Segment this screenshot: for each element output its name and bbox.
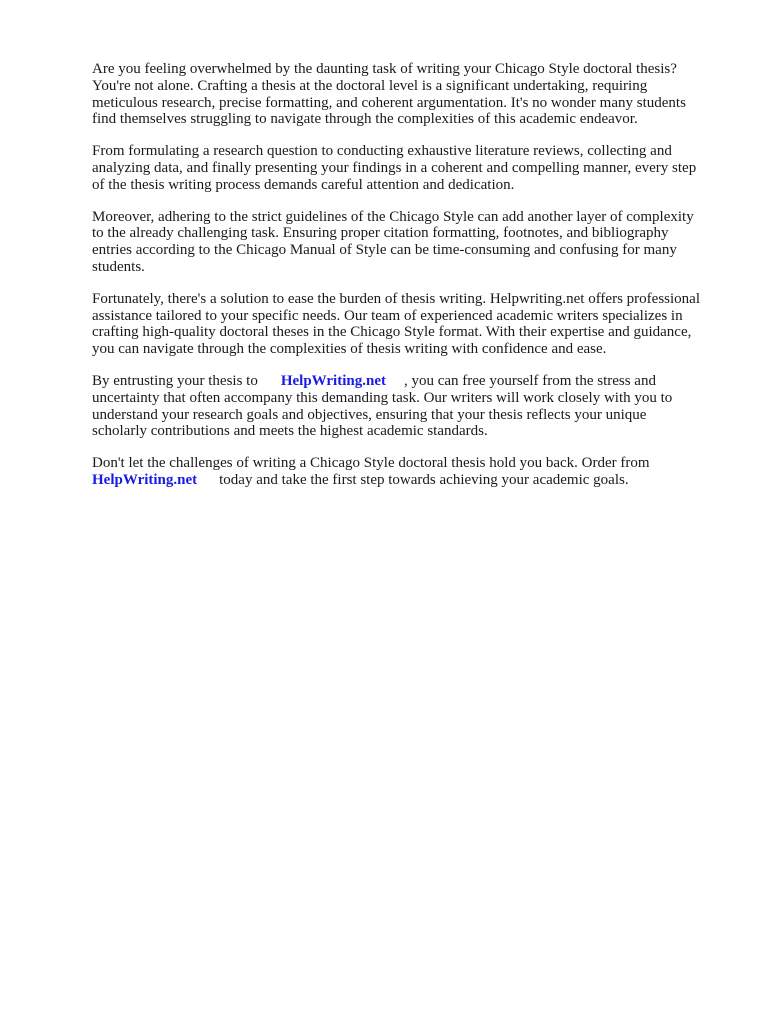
- text-line: meticulous research, precise formatting, and coherent argumentation. It's no wonder many students: [92, 94, 686, 111]
- text-line: understand your research goals and objectives, ensuring that your thesis reflects your unique: [92, 406, 647, 423]
- text-fragment: today and take the first step towards achieving your academic goals.: [219, 471, 629, 488]
- text-line: of the thesis writing process demands careful attention and dedication.: [92, 176, 515, 193]
- paragraph-entrusting: [92, 373, 732, 440]
- text-line: assistance tailored to your specific needs. Our team of experienced academic writers specializes in: [92, 307, 683, 324]
- document-body: [92, 61, 732, 504]
- text-line: Fortunately, there's a solution to ease the burden of thesis writing. Helpwriting.net offers professional: [92, 290, 700, 307]
- text-line: [92, 373, 732, 390]
- text-line: From formulating a research question to conducting exhaustive literature reviews, collecting and: [92, 143, 672, 160]
- text-line: [92, 472, 732, 489]
- text-line: you can navigate through the complexities of thesis writing with confidence and ease.: [92, 341, 607, 358]
- text-line: to the already challenging task. Ensuring proper citation formatting, footnotes, and bibliography: [92, 225, 669, 242]
- text-line: You're not alone. Crafting a thesis at the doctoral level is a significant undertaking, requiring: [92, 77, 648, 94]
- text-line: uncertainty that often accompany this demanding task. Our writers will work closely with you to: [92, 389, 673, 406]
- text-line: Moreover, adhering to the strict guidelines of the Chicago Style can add another layer of complexity: [92, 208, 694, 225]
- helpwriting-link-order[interactable]: HelpWriting.net: [92, 471, 198, 488]
- paragraph-process: [92, 143, 732, 193]
- paragraph-chicago-style: [92, 209, 732, 276]
- paragraph-solution: [92, 291, 732, 358]
- text-line: scholarly contributions and meets the highest academic standards.: [92, 423, 488, 440]
- text-line: Are you feeling overwhelmed by the daunting task of writing your Chicago Style doctoral thesis?: [92, 61, 677, 77]
- text-line: analyzing data, and finally presenting your findings in a coherent and compelling manner, every step: [92, 159, 697, 176]
- paragraph-call-to-action: [92, 455, 732, 489]
- text-line: find themselves struggling to navigate through the complexities of this academic endeavor.: [92, 111, 638, 128]
- helpwriting-link[interactable]: HelpWriting.net: [280, 372, 386, 389]
- text-line: crafting high-quality doctoral theses in the Chicago Style format. With their expertise and guidance,: [92, 324, 692, 341]
- text-fragment: By entrusting your thesis to: [92, 372, 258, 389]
- text-line: students.: [92, 258, 145, 275]
- text-fragment: , you can free yourself from the stress and: [403, 372, 656, 389]
- paragraph-intro: [92, 61, 732, 128]
- text-line: Don't let the challenges of writing a Chicago Style doctoral thesis hold you back. Order from: [92, 455, 650, 472]
- text-line: entries according to the Chicago Manual of Style can be time-consuming and confusing for many: [92, 242, 677, 259]
